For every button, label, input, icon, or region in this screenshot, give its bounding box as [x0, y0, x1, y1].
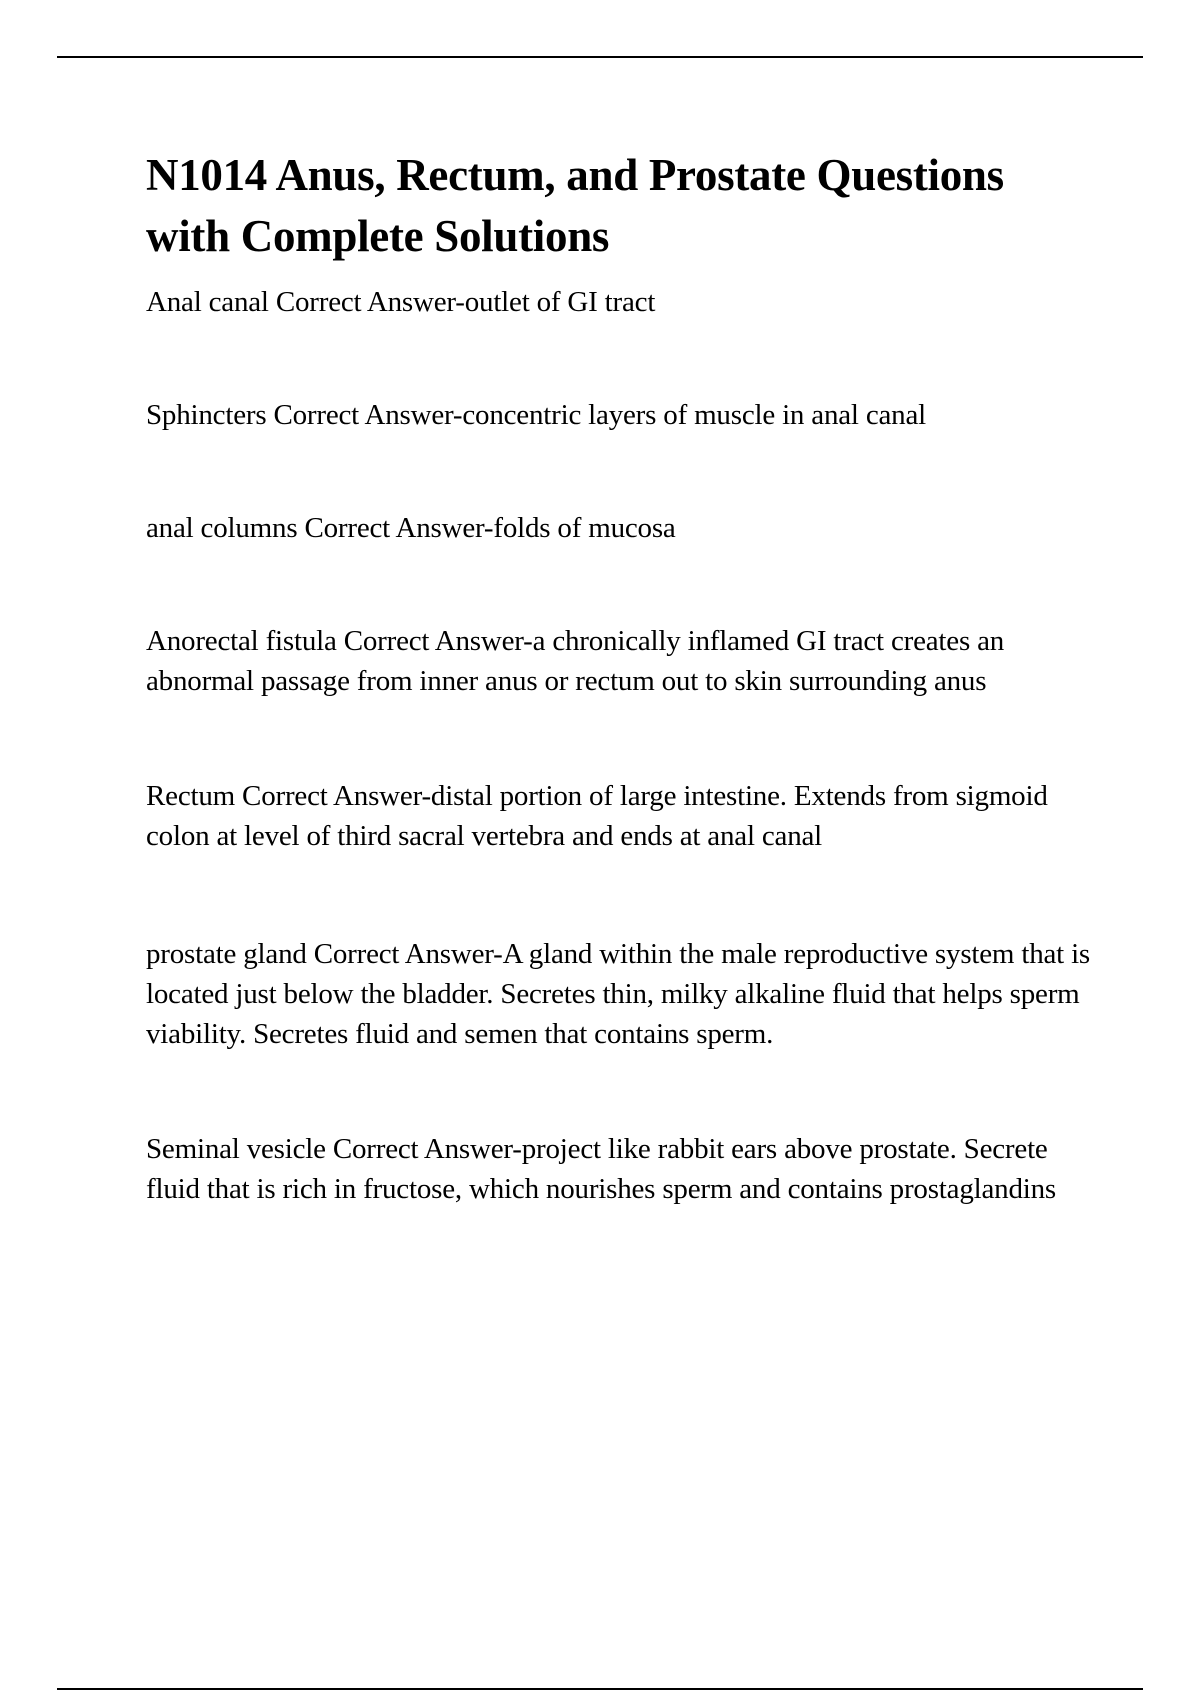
document-title: N1014 Anus, Rectum, and Prostate Questions with Complete Solutions [146, 150, 1004, 261]
qa-entry: Anorectal fistula Correct Answer-a chronically inflamed GI tract creates an abnormal passage from inner anus or rectum out to skin surrounding anus [146, 625, 1005, 697]
qa-entry: Anal canal Correct Answer-outlet of GI tract [146, 286, 656, 318]
qa-entry: prostate gland Correct Answer-A gland within the male reproductive system that is located just below the bladder. Secretes thin, milky alkaline fluid that helps sperm viability. Secretes fluid and semen that contains sperm. [146, 938, 1091, 1050]
qa-entry: anal columns Correct Answer-folds of mucosa [146, 512, 676, 544]
qa-entry: Sphincters Correct Answer-concentric layers of muscle in anal canal [146, 399, 926, 431]
qa-list [146, 282, 1096, 1209]
qa-entry: Rectum Correct Answer-distal portion of large intestine. Extends from sigmoid colon at level of third sacral vertebra and ends at anal canal [146, 780, 1048, 852]
bottom-divider [57, 1688, 1143, 1690]
top-divider [57, 56, 1143, 58]
qa-entry: Seminal vesicle Correct Answer-project like rabbit ears above prostate. Secrete fluid that is rich in fructose, which nourishes sperm and contains prostaglandins [146, 1133, 1057, 1205]
document-body [146, 145, 1096, 1209]
